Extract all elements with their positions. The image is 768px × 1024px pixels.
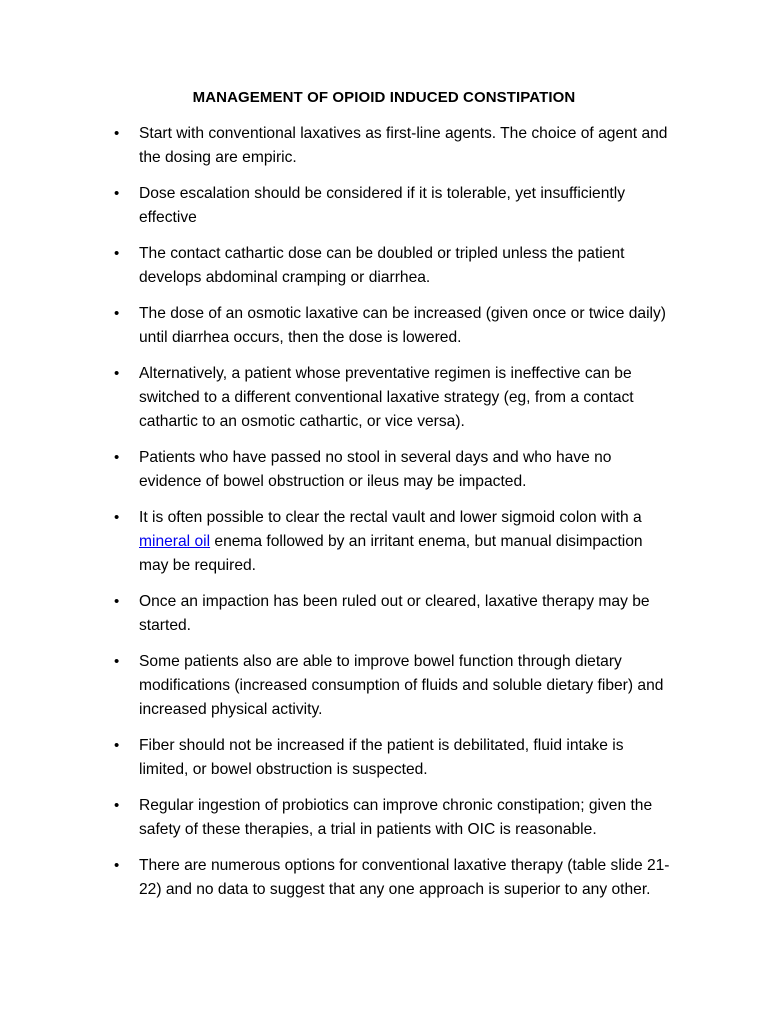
list-item (114, 734, 674, 782)
list-item-text: Some patients also are able to improve bowel function through dietary modifications (increased consumption of fluids and soluble dietary fiber) and increased physical activity. (139, 653, 664, 718)
page-title: MANAGEMENT OF OPIOID INDUCED CONSTIPATION (192, 89, 576, 106)
bullet-icon: • (114, 593, 120, 610)
list-item (114, 650, 674, 722)
list-item-text: Regular ingestion of probiotics can improve chronic constipation; given the safety of these therapies, a trial in patients with OIC is reasonable. (139, 797, 653, 838)
list-item-text (139, 509, 643, 574)
list-item-text: Patients who have passed no stool in several days and who have no evidence of bowel obstruction or ileus may be impacted. (139, 449, 612, 490)
list-item (114, 590, 674, 638)
bullet-icon: • (114, 509, 120, 526)
bullet-icon: • (114, 185, 120, 202)
bullet-icon: • (114, 857, 120, 874)
bullet-icon: • (114, 449, 120, 466)
list-item-text: There are numerous options for conventional laxative therapy (table slide 21-22) and no data to suggest that any one approach is superior to any other. (139, 857, 670, 898)
bullet-icon: • (114, 737, 120, 754)
mineral-oil-link[interactable]: mineral oil (139, 533, 211, 550)
list-item (114, 506, 674, 578)
list-item (114, 302, 674, 350)
bullet-icon: • (114, 125, 120, 142)
list-item-text: Dose escalation should be considered if it is tolerable, yet insufficiently effective (139, 185, 625, 226)
list-item (114, 362, 674, 434)
list-item-text: Start with conventional laxatives as first-line agents. The choice of agent and the dosing are empiric. (139, 125, 668, 166)
bullet-icon: • (114, 305, 120, 322)
list-item-text: Once an impaction has been ruled out or cleared, laxative therapy may be started. (139, 593, 650, 634)
list-item (114, 242, 674, 290)
list-item (114, 182, 674, 230)
list-item-text: The dose of an osmotic laxative can be increased (given once or twice daily) until diarrhea occurs, then the dose is lowered. (139, 305, 666, 346)
list-item (114, 122, 674, 170)
bullet-list (114, 122, 674, 914)
bullet-icon: • (114, 797, 120, 814)
list-item-text: The contact cathartic dose can be doubled or tripled unless the patient develops abdominal cramping or diarrhea. (139, 245, 625, 286)
list-item-text-after-link: enema followed by an irritant enema, but manual disimpaction may be required. (139, 533, 643, 574)
list-item (114, 854, 674, 902)
list-item-text: Alternatively, a patient whose preventative regimen is ineffective can be switched to a different conventional laxative strategy (eg, from a contact cathartic to an osmotic cathartic, or vice versa). (139, 365, 634, 430)
list-item (114, 794, 674, 842)
list-item-text: Fiber should not be increased if the patient is debilitated, fluid intake is limited, or bowel obstruction is suspected. (139, 737, 624, 778)
list-item (114, 446, 674, 494)
bullet-icon: • (114, 653, 120, 670)
bullet-icon: • (114, 245, 120, 262)
bullet-icon: • (114, 365, 120, 382)
list-item-text-before-link: It is often possible to clear the rectal vault and lower sigmoid colon with a (139, 509, 642, 526)
